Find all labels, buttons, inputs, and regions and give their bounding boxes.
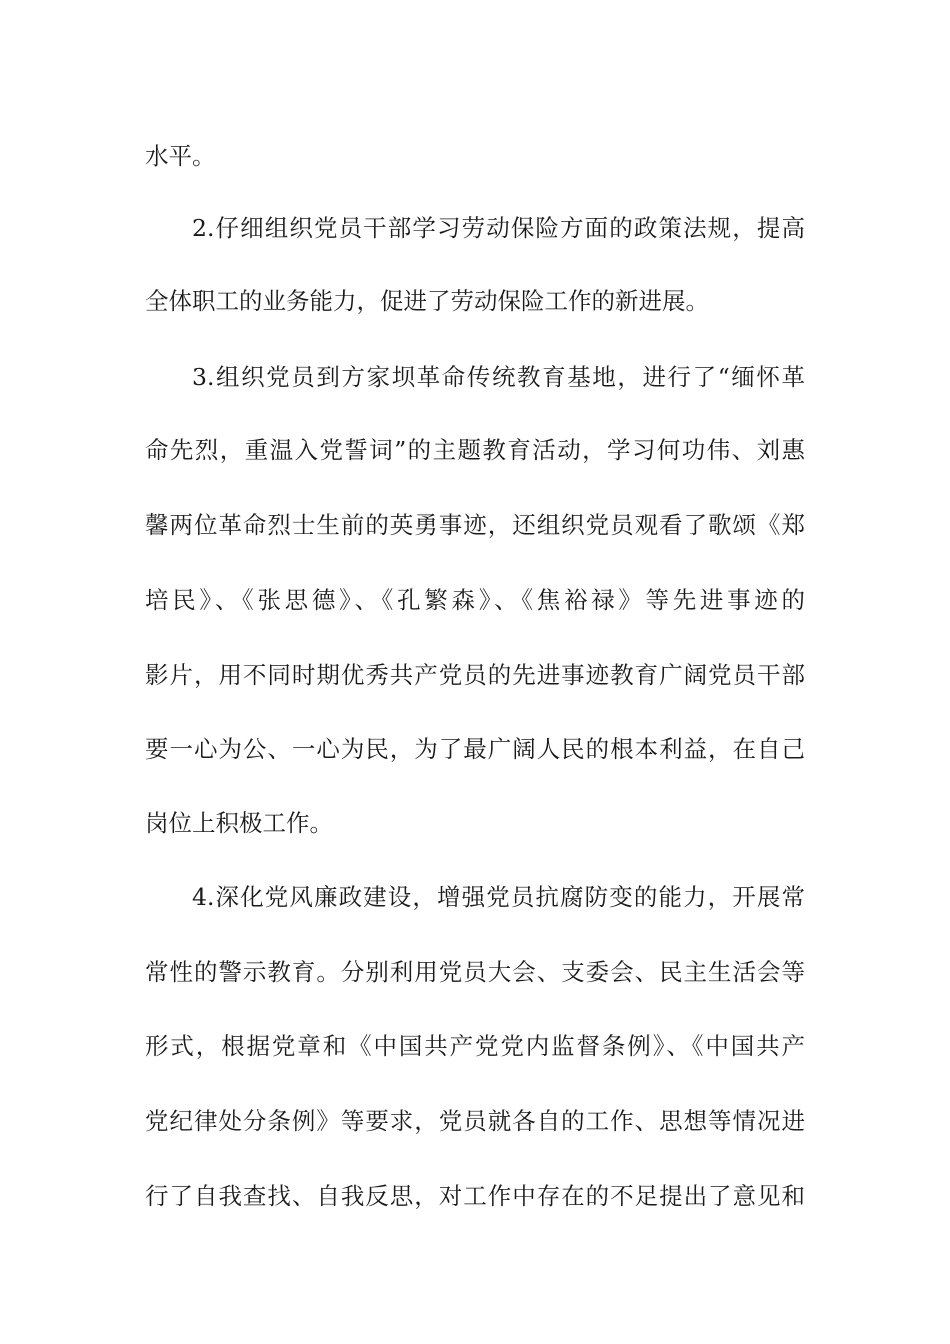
text-line: 全体职工的业务能力，促进了劳动保险工作的新进展。 — [145, 287, 709, 315]
paragraph-2-line: 2.仔细组织党员干部学习劳动保险方面的政策法规，提高 — [192, 214, 805, 242]
text-line: 要一心为公、一心为民，为了最广阔人民的根本利益，在自己 — [145, 735, 805, 763]
text-line: 培民》、《张思德》、《孔繁森》、《焦裕禄》等先进事迹的 — [145, 586, 805, 614]
text-line: 党纪律处分条例》等要求，党员就各自的工作、思想等情况进 — [145, 1107, 805, 1135]
text-line: 水平。 — [145, 142, 216, 170]
text-line: 馨两位革命烈士生前的英勇事迹，还组织党员观看了歌颂《郑 — [145, 511, 805, 539]
text-line: 岗位上积极工作。 — [145, 809, 333, 837]
text-line: 命先烈，重温入党誓词”的主题教育活动，学习何功伟、刘惠 — [145, 436, 805, 464]
paragraph-4-line: 4.深化党风廉政建设，增强党员抗腐防变的能力，开展常 — [192, 883, 805, 911]
text-line: 常性的警示教育。分别利用党员大会、支委会、民主生活会等 — [145, 958, 805, 986]
paragraph-3-line: 3.组织党员到方家坝革命传统教育基地，进行了“缅怀革 — [192, 363, 805, 391]
text-line: 形式，根据党章和《中国共产党党内监督条例》、《中国共产 — [145, 1032, 805, 1060]
text-line: 影片，用不同时期优秀共产党员的先进事迹教育广阔党员干部 — [145, 661, 805, 689]
text-line: 行了自我查找、自我反思，对工作中存在的不足提出了意见和 — [145, 1182, 805, 1210]
